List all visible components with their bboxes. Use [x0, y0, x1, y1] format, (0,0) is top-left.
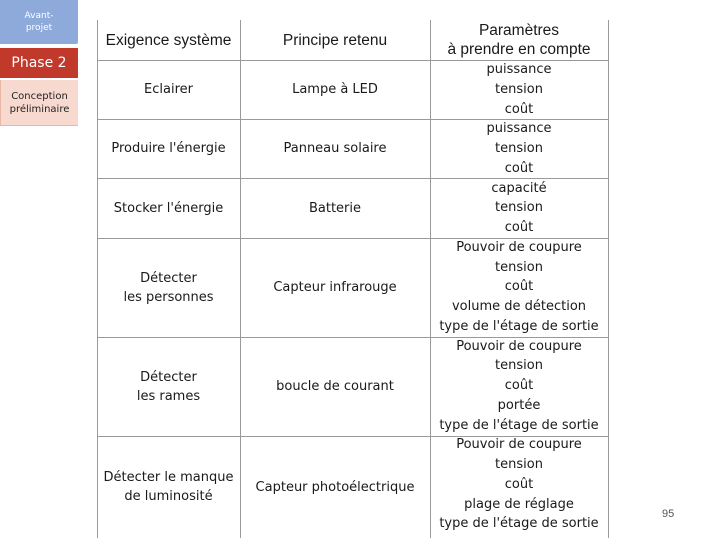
parametre-item: coût	[504, 378, 534, 393]
row-exigence: Eclairer	[144, 82, 193, 97]
nav-tab-conception-label: Conception préliminaire	[9, 90, 70, 115]
table-border-right	[608, 20, 609, 538]
row-principe: Lampe à LED	[292, 82, 378, 97]
parametre-item: coût	[504, 101, 534, 117]
parametre-item: coût	[504, 220, 534, 235]
nav-tab-avant-projet-label: Avant-projet	[24, 11, 54, 33]
row-exigence	[97, 238, 240, 337]
header-parametres-line2: à prendre en compte	[447, 41, 591, 58]
header-parametres	[430, 20, 608, 60]
parametre-item: coût	[504, 476, 534, 492]
parametre-item: tension	[495, 141, 543, 156]
parametre-item: coût	[504, 279, 534, 295]
parametre-item: volume de détection	[451, 299, 587, 314]
row-principe: Panneau solaire	[283, 141, 387, 156]
parametre-item: puissance	[486, 121, 552, 137]
parametre-item: tension	[495, 200, 543, 216]
nav-tab-phase-label: Phase 2	[11, 55, 67, 71]
parametre-item: tension	[495, 81, 543, 97]
row-principe: Batterie	[308, 200, 362, 216]
parametre-item: tension	[495, 358, 543, 374]
row-exigence-line2: les rames	[136, 388, 201, 404]
parametre-item: Pouvoir de coupure	[456, 437, 582, 453]
parametre-item: tension	[495, 457, 543, 472]
parametres-list	[430, 60, 608, 534]
row-exigence: Produire l'énergie	[111, 141, 226, 156]
parametre-item: type de l'étage de sortie	[439, 417, 599, 433]
parametre-item: capacité	[491, 180, 547, 196]
parametre-item: coût	[504, 160, 534, 176]
row-exigence-line1: Détecter	[140, 270, 197, 286]
row-principe: Capteur infrarouge	[273, 280, 397, 295]
parametre-item: plage de réglage	[464, 496, 574, 512]
row-exigence: Stocker l'énergie	[113, 200, 224, 216]
parametre-item: Pouvoir de coupure	[456, 239, 582, 255]
parametre-item: Pouvoir de coupure	[456, 338, 582, 354]
row-exigence-line2: les personnes	[123, 289, 214, 305]
row-principe: boucle de courant	[276, 379, 394, 394]
parametre-item: type de l'étage de sortie	[439, 318, 599, 334]
parametre-item: type de l'étage de sortie	[439, 516, 599, 532]
row-exigence-line2: de luminosité	[124, 489, 213, 504]
row-exigence-line1: Détecter le manque	[103, 470, 234, 485]
parametre-item: puissance	[486, 62, 552, 77]
header-exigence: Exigence système	[105, 31, 232, 49]
page-number: 95	[662, 508, 675, 520]
row-principe: Capteur photoélectrique	[255, 479, 415, 495]
header-principe: Principe retenu	[282, 31, 388, 49]
header-parametres-line1: Paramètres	[478, 22, 560, 39]
row-exigence-line1: Détecter	[140, 369, 197, 385]
parametre-item: tension	[495, 259, 543, 275]
row-exigence	[97, 337, 240, 436]
parametre-item: portée	[497, 397, 541, 413]
row-exigence	[97, 436, 240, 538]
